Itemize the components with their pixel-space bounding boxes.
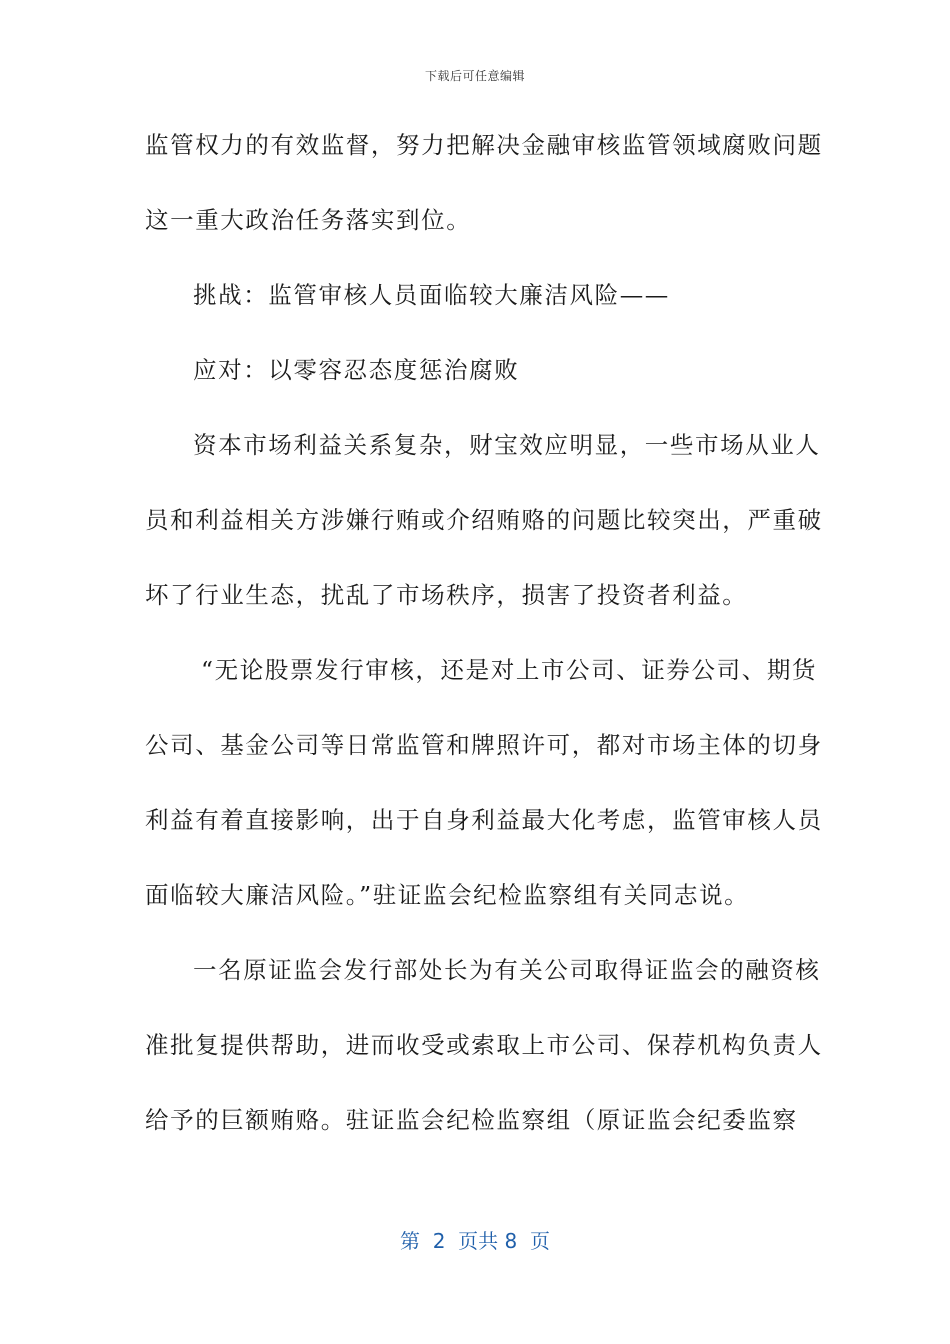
page-number: 第 2 页共 8 页 bbox=[400, 1229, 550, 1253]
document-body bbox=[145, 120, 823, 1170]
quote-line: 利益有着直接影响，出于自身利益最大化考虑，监管审核人员 bbox=[145, 806, 823, 834]
paragraph-line: 准批复提供帮助，进而收受或索取上市公司、保荐机构负责人 bbox=[145, 1031, 823, 1059]
quote-line: “无论股票发行审核，还是对上市公司、证券公司、期货 bbox=[201, 656, 818, 684]
paragraph-line: 这一重大政治任务落实到位。 bbox=[145, 206, 472, 234]
quote-line: 公司、基金公司等日常监管和牌照许可，都对市场主体的切身 bbox=[145, 731, 823, 759]
paragraph-line: 坏了行业生态，扰乱了市场秩序，损害了投资者利益。 bbox=[145, 581, 748, 609]
paragraph-line: 一名原证监会发行部处长为有关公司取得证监会的融资核 bbox=[193, 956, 821, 984]
section-heading-challenge: 挑战：监管审核人员面临较大廉洁风险—— bbox=[193, 281, 670, 309]
paragraph-line: 资本市场利益关系复杂，财宝效应明显，一些市场从业人 bbox=[193, 431, 821, 459]
page-header: 下载后可任意编辑 bbox=[424, 69, 525, 83]
paragraph-line: 员和利益相关方涉嫌行贿或介绍贿赂的问题比较突出，严重破 bbox=[145, 506, 823, 534]
paragraph-line: 给予的巨额贿赂。驻证监会纪检监察组（原证监会纪委监察 bbox=[145, 1106, 798, 1134]
quote-line: 面临较大廉洁风险。”驻证监会纪检监察组有关同志说。 bbox=[145, 881, 750, 909]
paragraph-line: 监管权力的有效监督，努力把解决金融审核监管领域腐败问题 bbox=[145, 131, 823, 159]
section-heading-response: 应对：以零容忍态度惩治腐败 bbox=[193, 356, 520, 384]
